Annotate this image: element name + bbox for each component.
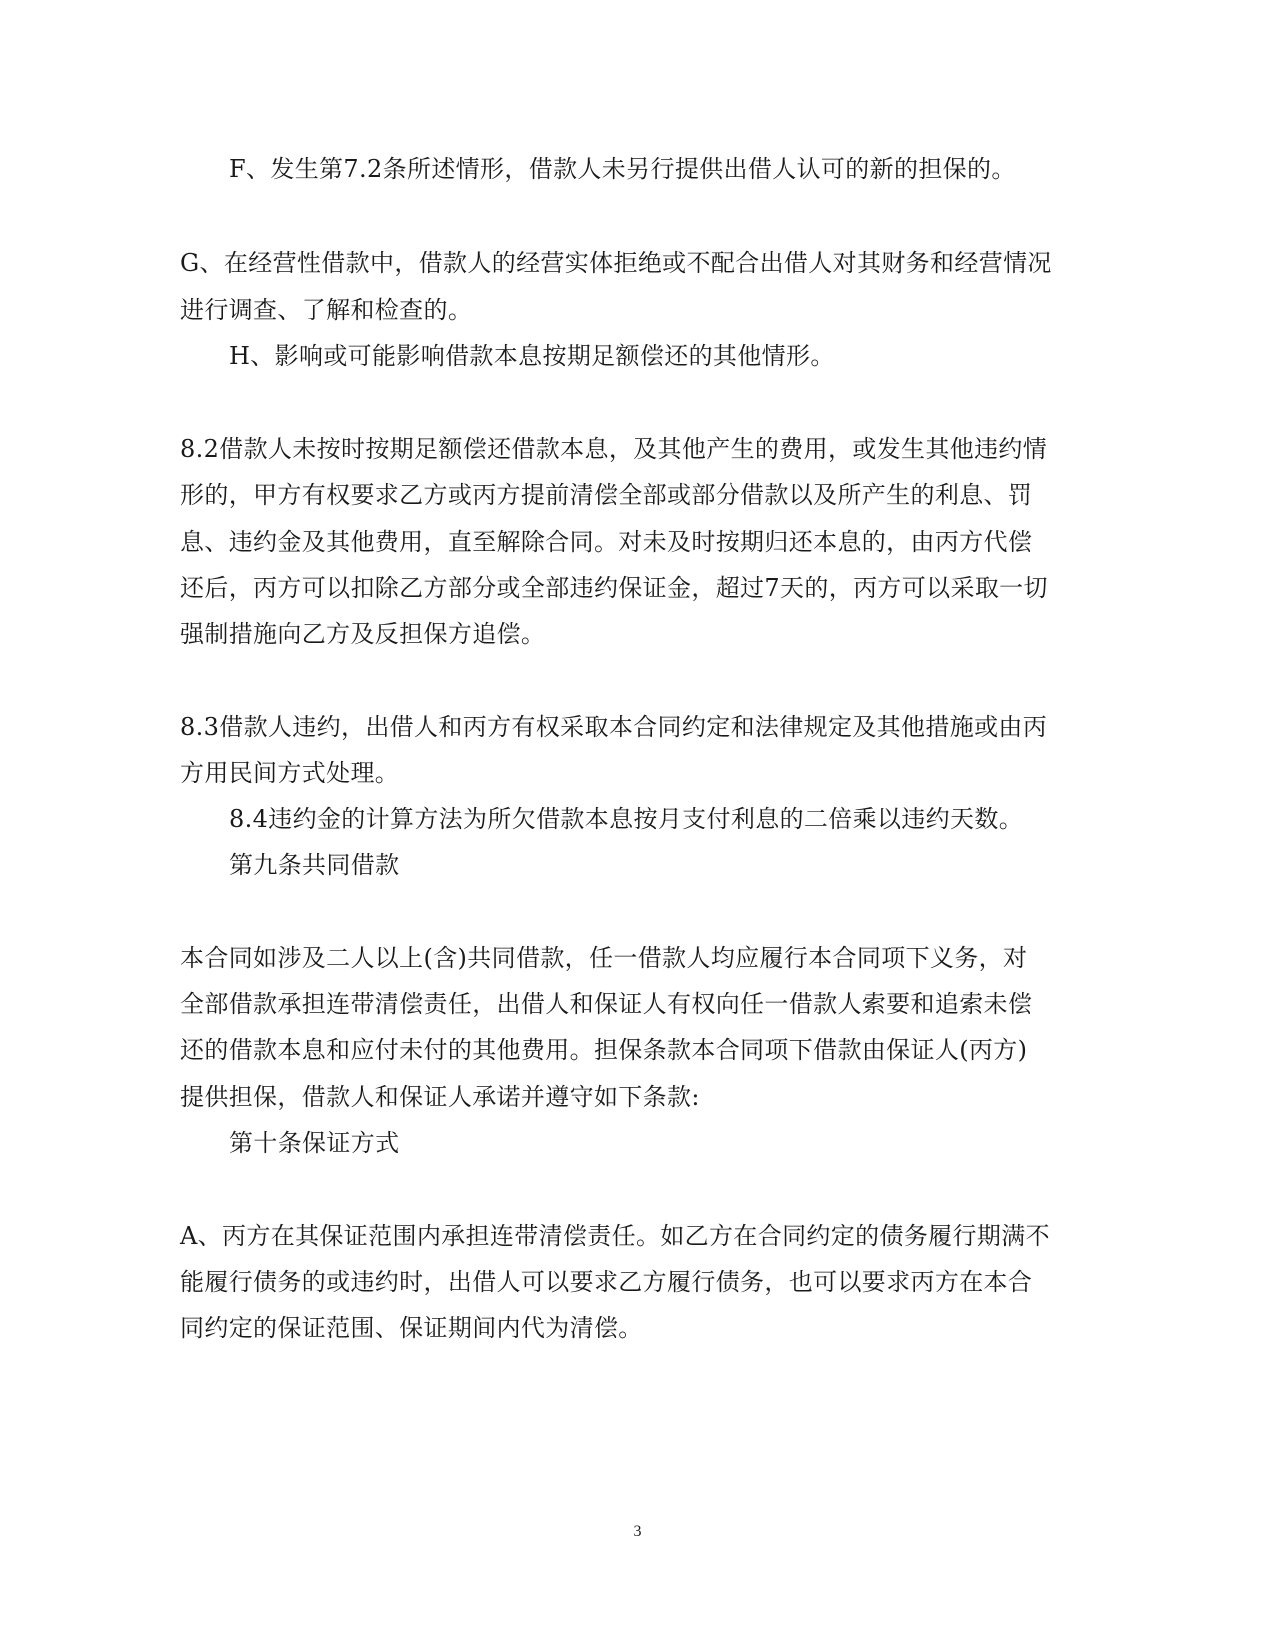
article-9-line-1: 本合同如涉及二人以上(含)共同借款，任一借款人均应履行本合同项下义务，对 (180, 944, 1028, 972)
clause-7-f: F、发生第7.2条所述情形，借款人未另行提供出借人认可的新的担保的。 (229, 155, 1016, 183)
clause-8-2-line-4: 还后，丙方可以扣除乙方部分或全部违约保证金，超过7天的，丙方可以采取一切 (180, 574, 1048, 602)
page-number: 3 (633, 1523, 642, 1540)
clause-7-g-line-1: G、在经营性借款中，借款人的经营实体拒绝或不配合出借人对其财务和经营情况 (180, 249, 1052, 277)
article-10-a-line-2: 能履行债务的或违约时，出借人可以要求乙方履行债务，也可以要求丙方在本合 (180, 1268, 1033, 1296)
clause-8-2-line-1: 8.2借款人未按时按期足额偿还借款本息，及其他产生的费用，或发生其他违约情 (180, 435, 1048, 463)
clause-8-2-line-5: 强制措施向乙方及反担保方追偿。 (180, 620, 546, 648)
clause-8-3-line-2: 方用民间方式处理。 (180, 759, 400, 787)
article-9-line-2: 全部借款承担连带清偿责任，出借人和保证人有权向任一借款人索要和追索未偿 (180, 990, 1033, 1018)
clause-7-g-line-2: 进行调查、了解和检查的。 (180, 296, 473, 324)
article-10-a-line-1: A、丙方在其保证范围内承担连带清偿责任。如乙方在合同约定的债务履行期满不 (180, 1222, 1050, 1250)
article-9-line-3: 还的借款本息和应付未付的其他费用。担保条款本合同项下借款由保证人(丙方) (180, 1036, 1028, 1064)
clause-8-4: 8.4违约金的计算方法为所欠借款本息按月支付利息的二倍乘以违约天数。 (229, 805, 1024, 833)
article-10-a-line-3: 同约定的保证范围、保证期间内代为清偿。 (180, 1314, 643, 1342)
clause-8-3-line-1: 8.3借款人违约，出借人和丙方有权采取本合同约定和法律规定及其他措施或由丙 (180, 713, 1048, 741)
clause-7-h: H、影响或可能影响借款本息按期足额偿还的其他情形。 (229, 342, 835, 370)
article-10-heading: 第十条保证方式 (229, 1129, 400, 1157)
article-9-line-4: 提供担保，借款人和保证人承诺并遵守如下条款: (180, 1083, 700, 1111)
clause-8-2-line-2: 形的，甲方有权要求乙方或丙方提前清偿全部或部分借款以及所产生的利息、罚 (180, 481, 1033, 509)
article-9-heading: 第九条共同借款 (229, 851, 400, 879)
clause-8-2-line-3: 息、违约金及其他费用，直至解除合同。对未及时按期归还本息的，由丙方代偿 (180, 528, 1033, 556)
